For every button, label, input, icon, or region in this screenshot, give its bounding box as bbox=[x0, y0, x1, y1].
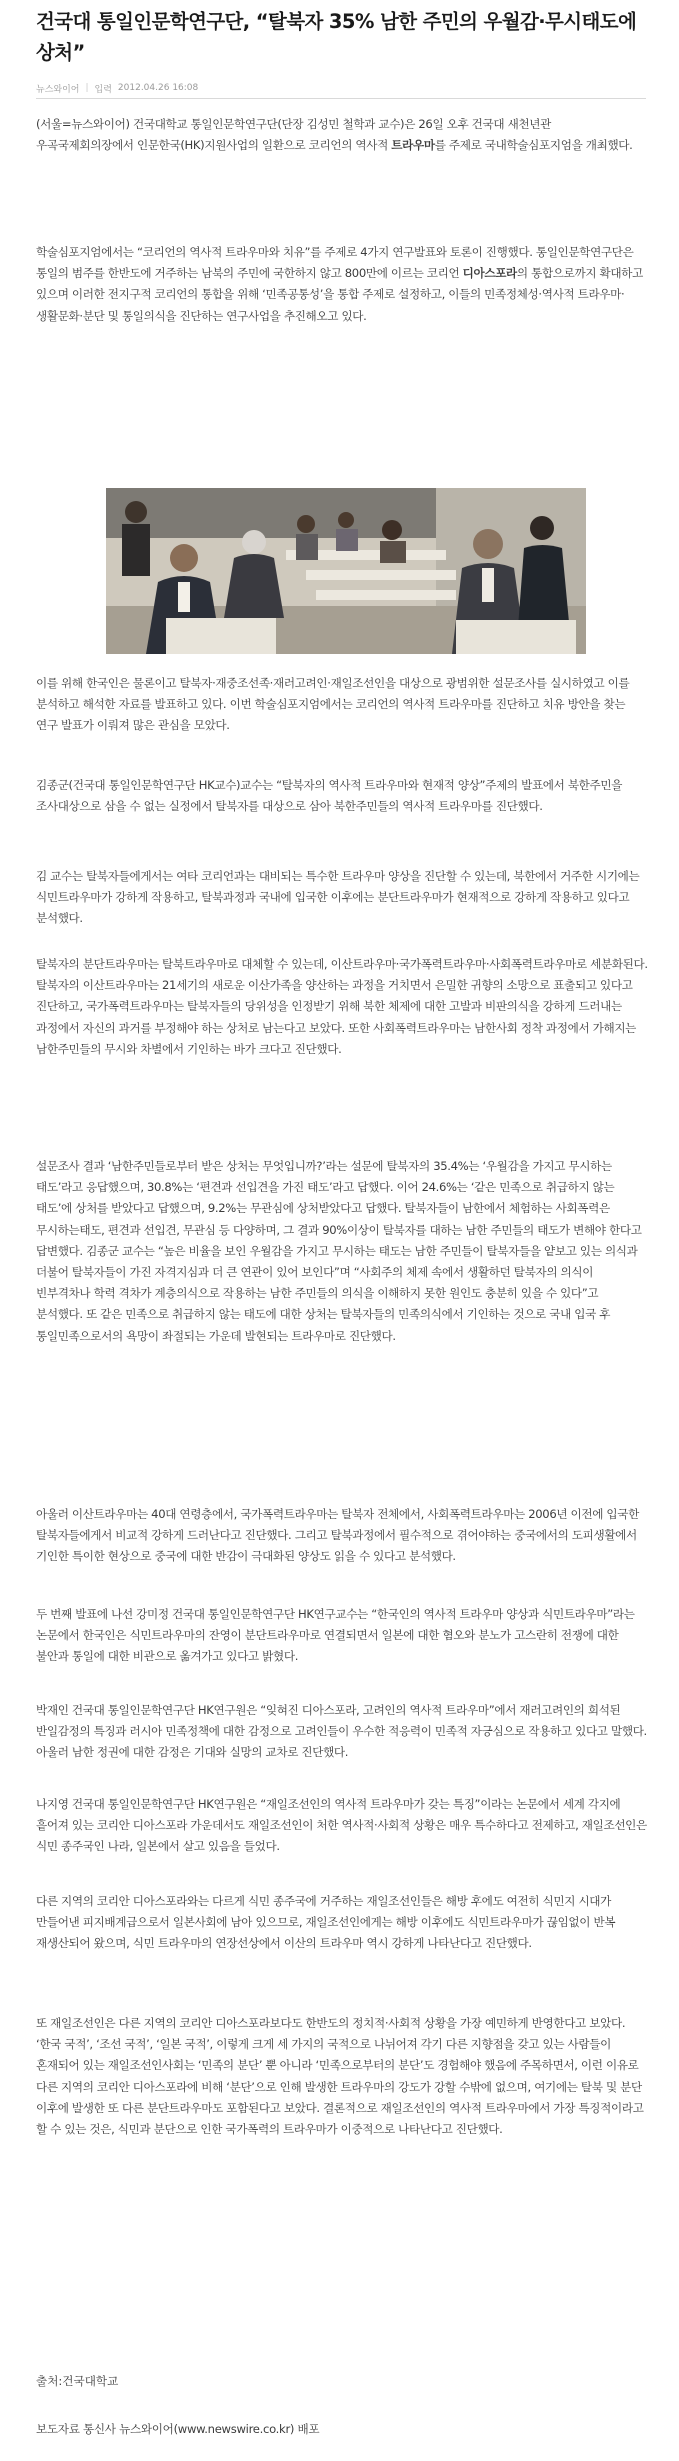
p2-text-b: 의 통합으로까지 확대하고 있으며 이러한 전지구적 코리언의 통합을 위해 ‘민족공통성’을 통합 주제로 설정하고, 이들의 민족정체성·역사적 트라우마·생활문화·분단 및 통일의식을 진단하는 연구사업을 추진해오고 있다. bbox=[36, 266, 643, 323]
paragraph-6: 탈북자의 분단트라우마는 탈북트라우마로 대체할 수 있는데, 이산트라우마·국가폭력트라우마·사회폭력트라우마로 세분화된다. 탈북자의 이산트라우마는 21세기의 새로운 이산가족을 양산하는 과정을 거치면서 은밀한 귀향의 소망으로 표출되고 있다고 진단하고, 국가폭력트라우마는 탈북자들의 당위성을 인정받기 위해 북한 체제에 대한 고발과 비판의식을 강하게 드러내는 과정에서 자신의 과거를 부정해야 하는 상처로 남는다고 보았다. 또한 사회폭력트라우마는 남한사회 정착 과정에서 가해지는 남한주민들의 무시와 차별에서 기인하는 바가 크다고 진단했다. bbox=[36, 957, 648, 1056]
lead-paragraph bbox=[36, 114, 648, 156]
paragraph-3: 이를 위해 한국인은 물론이고 탈북자·재중조선족·재러고려인·재일조선인을 대상으로 광범위한 설문조사를 실시하였고 이를 분석하고 해석한 자료를 발표하고 있다. 이번 학술심포지엄에서는 코리언의 역사적 트라우마를 진단하고 치유 방안을 찾는 연구 발표가 이뤄져 많은 관심을 모았다. bbox=[36, 676, 630, 733]
lead-text-before: (서울=뉴스와이어) 건국대학교 통일인문학연구단(단장 김성민 철학과 교수)은 26일 오후 건국대 새천년관 우곡국제회의장에서 인문한국(HK)지원사업의 일환으로 코리언의 역사적 bbox=[36, 117, 551, 153]
paragraph-9: 두 번째 발표에 나선 강미정 건국대 통일인문학연구단 HK연구교수는 “한국인의 역사적 트라우마 양상과 식민트라우마”라는 논문에서 한국인은 식민트라우마의 잔영이 분단트라우마로 연결되면서 일본에 대한 혐오와 분노가 고스란히 전쟁에 대한 불안과 통일에 대한 비관으로 옮겨가고 있다고 밝혔다. bbox=[36, 1607, 635, 1664]
paragraph-10: 박재인 건국대 통일인문학연구단 HK연구원은 “잊혀진 디아스포라, 고려인의 역사적 트라우마”에서 재러고려인의 희석된 반일감정의 특징과 러시아 민족정책에 대한 감정으로 고려인들이 우수한 적응력이 민족적 자긍심으로 작용하고 있다고 말했다. 아울러 남한 정권에 대한 감정은 기대와 실망의 교차로 진단했다. bbox=[36, 1703, 647, 1760]
p2-text-a: 학술심포지엄에서는 “코리언의 역사적 트라우마와 치유”를 주제로 4가지 연구발표와 토론이 진행했다. 통일인문학연구단은 통일의 범주를 한반도에 거주하는 남북의 주민에 국한하지 않고 800만에 이르는 코리언 bbox=[36, 245, 634, 281]
meta-source[interactable]: 뉴스와이어 bbox=[36, 84, 80, 95]
paragraph-7: 설문조사 결과 ‘남한주민들로부터 받은 상처는 무엇입니까?’라는 설문에 탈북자의 35.4%는 ‘우월감을 가지고 무시하는 태도’라고 응답했으며, 30.8%는 ‘편견과 선입견을 가진 태도’라고 답했다. 이어 24.6%는 ‘같은 민족으로 취급하지 않는 태도’에 상처를 받았다고 답했으며, 9.2%는 무관심에 상처받았다고 답했다. 탈북자들이 남한에서 체험하는 사회폭력은 무시하는태도, 편견과 선입견, 무관심 등 다양하며, 그 결과 90%이상이 탈북자를 대하는 남한 주민들의 태도가 변해야 한다고 답변했다. 김종군 교수는 “높은 비율을 보인 우월감을 가지고 무시하는 태도는 남한 주민들이 탈북자들을 얕보고 있는 의식과 더불어 탈북자들이 가진 자격지심과 더 큰 연관이 있어 보인다”며 “사회주의 체제 속에서 생활하던 탈북자의 의식이 빈부격차나 학력 격차가 계층의식으로 작용하는 남한 주민들의 의식을 이해하지 못한 원인도 충분히 있을 수 있다”고 분석했다. 또 같은 민족으로 취급하지 않는 태도에 대한 상처는 탈북자들의 민족의식에서 기인하는 것으로 국내 입국 후 통일민족으로서의 욕망이 좌절되는 가운데 발현되는 트라우마로 진단했다. bbox=[36, 1159, 642, 1343]
distribution-footer: 보도자료 통신사 뉴스와이어(www.newswire.co.kr) 배포 bbox=[36, 2422, 320, 2436]
symposium-photo-image bbox=[106, 488, 586, 654]
p2-keyword-highlight: 디아스포라 bbox=[462, 266, 517, 281]
symposium-photo bbox=[106, 488, 586, 654]
paragraph-5: 김 교수는 탈북자들에게서는 여타 코리언과는 대비되는 특수한 트라우마 양상을 진단할 수 있는데, 북한에서 거주한 시기에는 식민트라우마가 강하게 작용하고, 탈북과정과 국내에 입국한 이후에는 분단트라우마가 현재적으로 강하게 작용하고 있다고 분석했다. bbox=[36, 869, 640, 926]
paragraph-2 bbox=[36, 242, 648, 327]
meta-date: 2012.04.26 16:08 bbox=[117, 83, 199, 93]
paragraph-12: 다른 지역의 코리안 디아스포라와는 다르게 식민 종주국에 거주하는 재일조선인들은 해방 후에도 여전히 식민지 시대가 만들어낸 피지배계급으로서 일본사회에 남아 있으므로, 재일조선인에게는 해방 이후에도 식민트라우마가 끊임없이 반복 재생산되어 왔으며, 식민 트라우마의 연장선상에서 이산의 트라우마 역시 강하게 나타난다고 진단했다. bbox=[36, 1894, 616, 1951]
meta-date-label: 입력 bbox=[94, 84, 112, 95]
meta-divider bbox=[36, 98, 646, 99]
lead-keyword-highlight: 트라우마 bbox=[391, 138, 435, 153]
paragraph-4: 김종군(건국대 통일인문학연구단 HK교수)교수는 “탈북자의 역사적 트라우마와 현재적 양상”주제의 발표에서 북한주민을 조사대상으로 삼을 수 없는 실정에서 탈북자를 대상으로 삼아 북한주민들의 역사적 트라우마를 진단했다. bbox=[36, 778, 623, 814]
article-meta bbox=[36, 78, 656, 98]
article-headline: 건국대 통일인문학연구단, “탈북자 35% 남한 주민의 우월감·무시태도에 상처” bbox=[36, 10, 637, 64]
lead-text-after: 를 주제로 국내학술심포지엄을 개최했다. bbox=[434, 138, 633, 153]
paragraph-13: 또 재일조선인은 다른 지역의 코리안 디아스포라보다도 한반도의 정치적·사회적 상황을 가장 예민하게 반영한다고 보았다. ‘한국 국적’, ‘조선 국적’, ‘일본 국적’, 이렇게 크게 세 가지의 국적으로 나뉘어져 각기 다른 지향점을 갖고 있는 사람들이 혼재되어 있는 재일조선인사회는 ‘민족의 분단’ 뿐 아니라 ‘민족으로부터의 분단’도 경험해야 했음에 주목하면서, 이런 이유로 다른 지역의 코리안 디아스포라에 비해 ‘분단’으로 인해 발생한 트라우마의 강도가 강할 수밖에 없으며, 여기에는 탈북 및 분단 이후에 발생한 또 다른 분단트라우마도 포함된다고 보았다. 결론적으로 재일조선인의 역사적 트라우마에서 가장 특징적이라고 할 수 있는 것은, 식민과 분단으로 인한 국가폭력의 트라우마가 이중적으로 나타난다고 진단했다. bbox=[36, 2016, 644, 2137]
paragraph-11: 나지영 건국대 통일인문학연구단 HK연구원은 “재일조선인의 역사적 트라우마가 갖는 특징”이라는 논문에서 세계 각지에 흩어져 있는 코리안 디아스포라 가운데서도 재일조선인이 처한 역사적·사회적 상황은 매우 특수하다고 전제하고, 재일조선인은 식민 종주국인 나라, 일본에서 살고 있음을 들었다. bbox=[36, 1797, 647, 1854]
meta-separator: | bbox=[85, 83, 89, 93]
paragraph-8: 아울러 이산트라우마는 40대 연령층에서, 국가폭력트라우마는 탈북자 전체에서, 사회폭력트라우마는 2006년 이전에 입국한 탈북자들에게서 비교적 강하게 드러난다고 진단했다. 그리고 탈북과정에서 필수적으로 겪어야하는 중국에서의 도피생활에서 기인한 특이한 현상으로 중국에 대한 반감이 극대화된 양상도 읽을 수 있다고 분석했다. bbox=[36, 1507, 639, 1564]
source-line: 출처:건국대학교 bbox=[36, 2374, 119, 2388]
